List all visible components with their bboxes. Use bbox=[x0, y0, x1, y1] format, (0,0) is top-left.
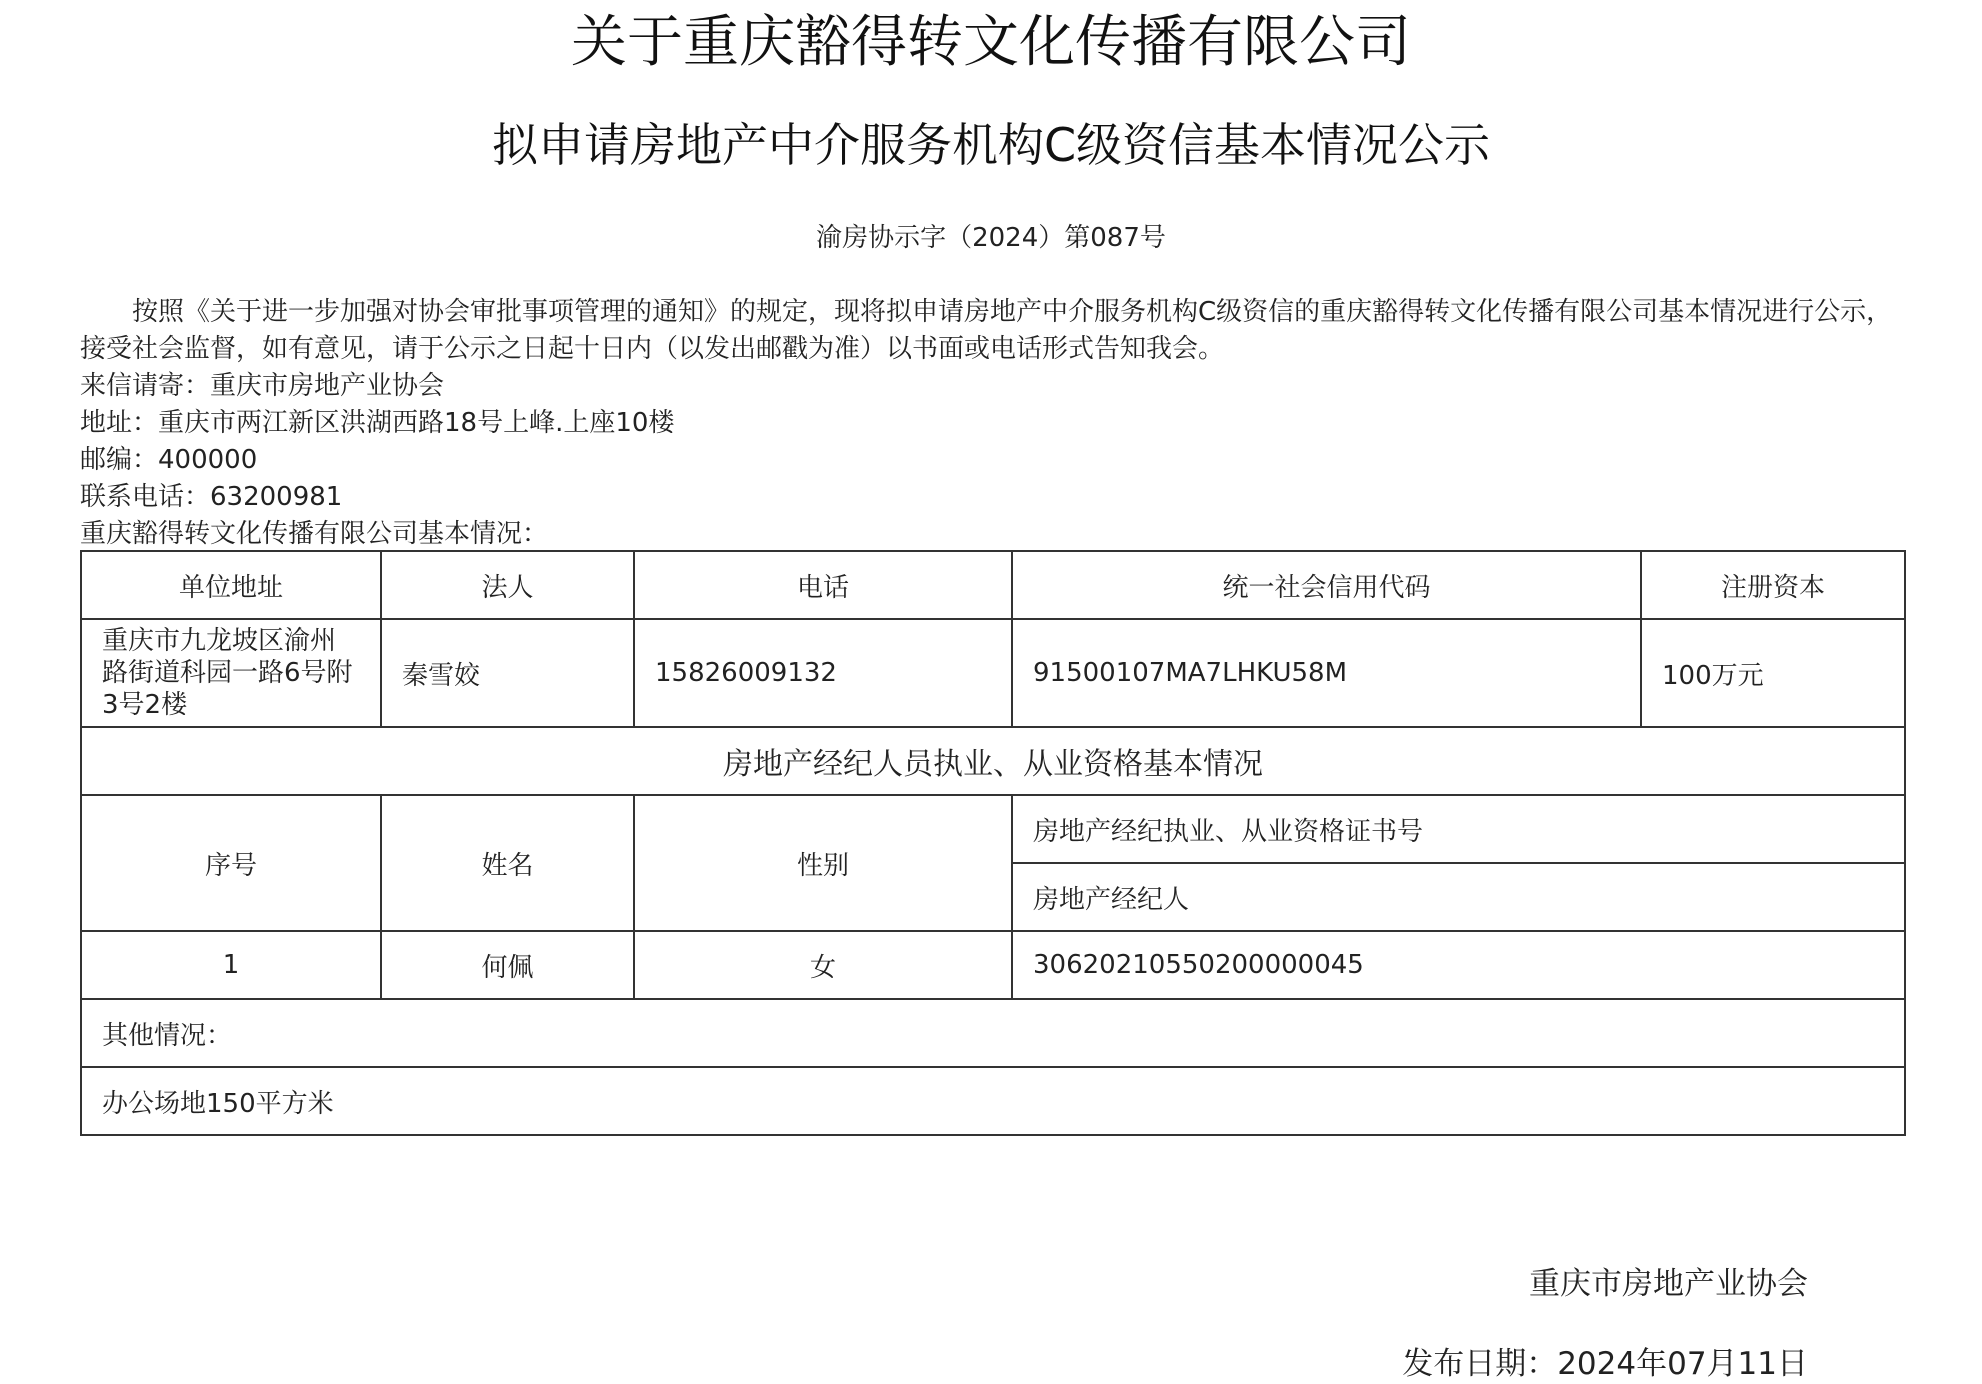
intro-paragraph: 按照《关于进一步加强对协会审批事项管理的通知》的规定，现将拟申请房地产中介服务机构C级资信的重庆豁得转文化传播有限公司基本情况进行公示，接受社会监督，如有意见，请于公示之日起十日内（以发出邮戳为准）以书面或电话形式告知我会。 bbox=[80, 297, 1893, 364]
other-label: 其他情况： bbox=[81, 999, 1905, 1067]
agent-name: 何佩 bbox=[381, 931, 634, 999]
agent-index: 1 bbox=[81, 931, 381, 999]
company-header-row bbox=[81, 551, 1905, 619]
other-label-row bbox=[81, 999, 1905, 1067]
company-credit-code: 91500107MA7LHKU58M bbox=[1012, 619, 1641, 727]
header-credit-code: 统一社会信用代码 bbox=[1012, 551, 1641, 619]
document-number: 渝房协示字（2024）第087号 bbox=[816, 223, 1166, 253]
contact-address: 地址：重庆市两江新区洪湖西路18号上峰.上座10楼 bbox=[80, 408, 675, 438]
header-name: 姓名 bbox=[381, 795, 634, 931]
company-capital: 100万元 bbox=[1641, 619, 1905, 727]
header-address: 单位地址 bbox=[81, 551, 381, 619]
contact-postcode: 邮编：400000 bbox=[80, 445, 258, 475]
info-table bbox=[80, 550, 1906, 1136]
agent-cert: 30620210550200000045 bbox=[1012, 931, 1905, 999]
page-subtitle: 拟申请房地产中介服务机构C级资信基本情况公示 bbox=[491, 118, 1491, 172]
company-legal-person: 秦雪姣 bbox=[381, 619, 634, 727]
contact-phone: 联系电话：63200981 bbox=[80, 482, 343, 512]
footer-organization: 重庆市房地产业协会 bbox=[1529, 1266, 1808, 1302]
mail-to: 来信请寄：重庆市房地产业协会 bbox=[80, 371, 445, 401]
basic-info-label: 重庆豁得转文化传播有限公司基本情况： bbox=[80, 519, 549, 549]
header-phone: 电话 bbox=[634, 551, 1012, 619]
company-phone: 15826009132 bbox=[634, 619, 1012, 727]
header-index: 序号 bbox=[81, 795, 381, 931]
page-title: 关于重庆豁得转文化传播有限公司 bbox=[571, 10, 1411, 75]
agents-section-title: 房地产经纪人员执业、从业资格基本情况 bbox=[81, 727, 1905, 795]
footer-date: 发布日期：2024年07月11日 bbox=[1402, 1346, 1808, 1382]
other-content: 办公场地150平方米 bbox=[81, 1067, 1905, 1135]
header-gender: 性别 bbox=[634, 795, 1012, 931]
agents-section-row bbox=[81, 727, 1905, 795]
header-cert-type: 房地产经纪人 bbox=[1012, 863, 1905, 931]
agents-header-row-1 bbox=[81, 795, 1905, 863]
intro-block bbox=[80, 294, 1902, 553]
header-cert-number: 房地产经纪执业、从业资格证书号 bbox=[1012, 795, 1905, 863]
header-legal-person: 法人 bbox=[381, 551, 634, 619]
other-content-row bbox=[81, 1067, 1905, 1135]
header-capital: 注册资本 bbox=[1641, 551, 1905, 619]
company-data-row bbox=[81, 619, 1905, 727]
agent-gender: 女 bbox=[634, 931, 1012, 999]
table-row bbox=[81, 931, 1905, 999]
company-address: 重庆市九龙坡区渝州路街道科园一路6号附3号2楼 bbox=[81, 619, 381, 727]
